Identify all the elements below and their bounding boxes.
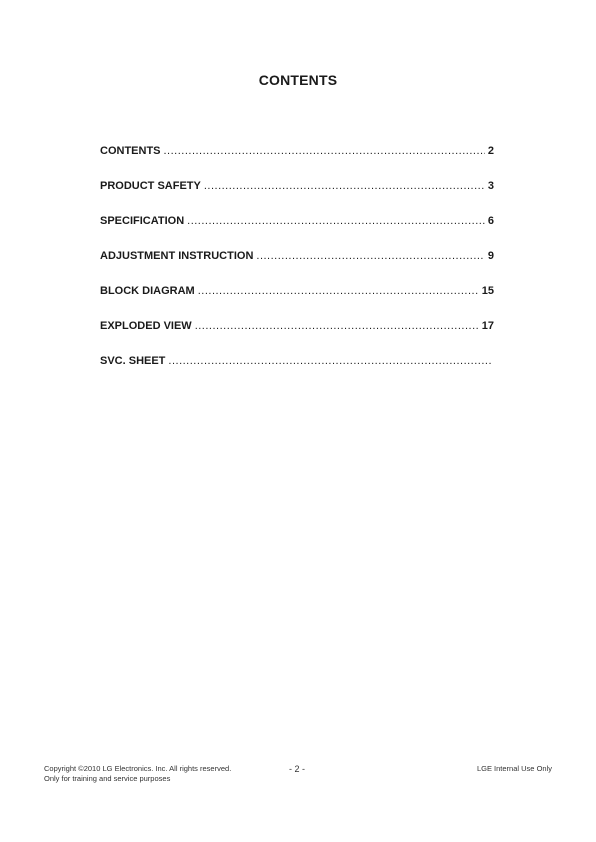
toc-entry-title: EXPLODED VIEW: [100, 320, 192, 332]
toc-entry-title: CONTENTS: [100, 145, 161, 157]
table-of-contents: [100, 145, 494, 390]
toc-entry-specification[interactable]: [100, 215, 494, 250]
footer-copyright: Copyright ©2010 LG Electronics. Inc. All rights reserved.: [44, 764, 232, 773]
toc-dot-leader: [204, 180, 485, 192]
toc-dot-leader: [168, 355, 491, 367]
toc-dot-leader: [164, 145, 485, 157]
toc-entry-page: 15: [481, 285, 494, 297]
footer-purpose: Only for training and service purposes: [44, 774, 171, 783]
toc-entry-svc-sheet[interactable]: [100, 355, 494, 390]
toc-entry-title: SVC. SHEET: [100, 355, 166, 367]
toc-entry-page: 6: [487, 215, 494, 227]
toc-dot-leader: [187, 215, 485, 227]
page-title: CONTENTS: [258, 72, 338, 88]
footer-page-number: - 2 -: [289, 764, 306, 774]
toc-entry-title: BLOCK DIAGRAM: [100, 285, 195, 297]
toc-entry-page: 3: [487, 180, 494, 192]
toc-entry-contents[interactable]: [100, 145, 494, 180]
toc-entry-product-safety[interactable]: [100, 180, 494, 215]
toc-entry-title: SPECIFICATION: [100, 215, 185, 227]
toc-entry-adjustment-instruction[interactable]: [100, 250, 494, 285]
toc-entry-title: ADJUSTMENT INSTRUCTION: [100, 250, 254, 262]
toc-entry-page: 2: [487, 145, 494, 157]
toc-entry-block-diagram[interactable]: [100, 285, 494, 320]
toc-entry-page: 9: [487, 250, 494, 262]
toc-dot-leader: [195, 320, 479, 332]
footer-classification: LGE Internal Use Only: [476, 764, 552, 773]
footer-copyright-block: [44, 764, 231, 784]
toc-entry-exploded-view[interactable]: [100, 320, 494, 355]
toc-dot-leader: [256, 250, 484, 262]
toc-entry-title: PRODUCT SAFETY: [100, 180, 201, 192]
toc-entry-page: 17: [481, 320, 494, 332]
toc-dot-leader: [198, 285, 479, 297]
